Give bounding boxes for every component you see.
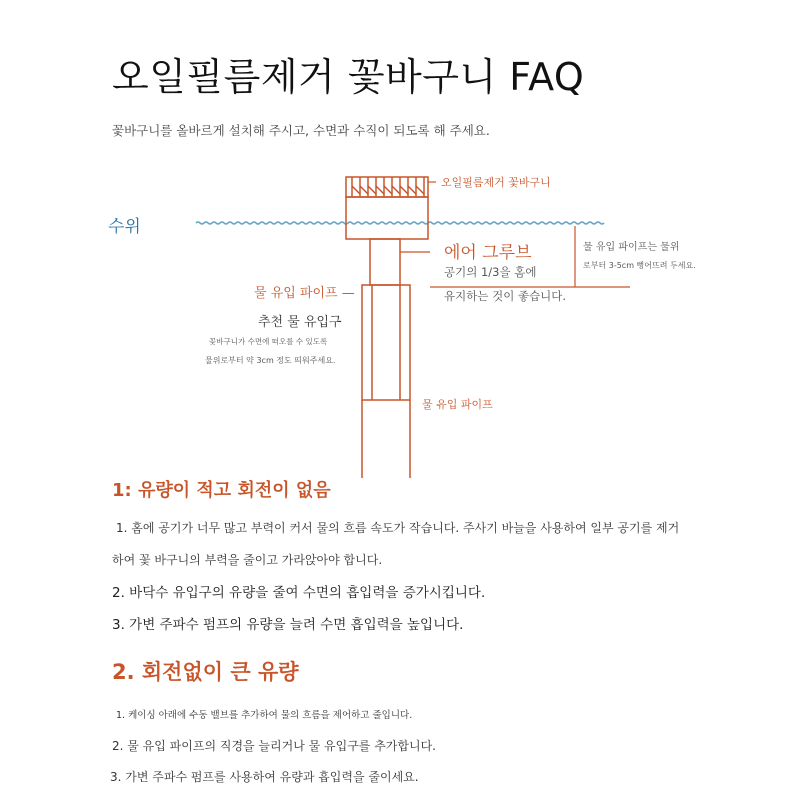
bottom-pipe-label: 물 유입 파이프 [422, 398, 493, 411]
section-2-heading: 2. 회전없이 큰 유량 [112, 660, 299, 684]
air-groove-line2: 유지하는 것이 좋습니다. [444, 289, 567, 303]
inlet-pipe-label: 물 유입 파이프 — [254, 286, 355, 301]
section-1-item-2: 2. 바닥수 유입구의 유량을 줄여 수면의 흡입력을 증가시킵니다. [112, 585, 486, 601]
section-1-item-3: 3. 가변 주파수 펌프의 유량을 늘려 수면 흡입력을 높입니다. [112, 617, 464, 633]
diagram-drawing [0, 160, 800, 480]
basket-label: 오일필름제거 꽃바구니 [441, 176, 551, 189]
section-2-item-3: 3. 가변 주파수 펌프를 사용하여 유량과 흡입력을 줄이세요. [110, 770, 419, 784]
section-1-item-1b: 하여 꽃 바구니의 부력을 줄이고 가라앉아야 합니다. [112, 553, 383, 567]
intro-text: 꽃바구니를 올바르게 설치해 주시고, 수면과 수직이 되도록 해 주세요. [112, 123, 490, 138]
section-2-item-2: 2. 물 유입 파이프의 직경을 늘리거나 물 유입구를 추가합니다. [112, 739, 436, 753]
water-surface-line [196, 222, 604, 224]
section-1-heading: 1: 유량이 적고 회전이 없음 [112, 480, 331, 501]
installation-diagram [0, 160, 800, 480]
section-1-item-1a: 1. 홈에 공기가 너무 많고 부력이 커서 물의 흐름 속도가 작습니다. 주사기 바늘을 사용하여 일부 공기를 제거 [116, 521, 680, 535]
air-groove-title: 에어 그루브 [444, 243, 532, 263]
recommended-title: 추천 물 유입구 [258, 315, 342, 330]
right-note-line1: 물 유입 파이프는 물위 [583, 242, 680, 253]
recommended-line1: 꽃바구니가 수면에 떠오를 수 있도록 [209, 337, 328, 346]
water-level-label: 수위 [108, 217, 141, 237]
page-title: 오일필름제거 꽃바구니 FAQ [112, 55, 585, 99]
right-note-line2: 로부터 3-5cm 뻥어뜨려 두세요. [583, 261, 696, 270]
recommended-line2: 물위로부터 약 3cm 정도 띄워주세요. [205, 356, 336, 365]
section-2-item-1: 1. 케이싱 아래에 수동 밸브를 추가하여 물의 흐름을 제어하고 줄입니다. [116, 710, 413, 721]
air-groove-line1: 공기의 1/3을 홈에 [444, 265, 537, 279]
